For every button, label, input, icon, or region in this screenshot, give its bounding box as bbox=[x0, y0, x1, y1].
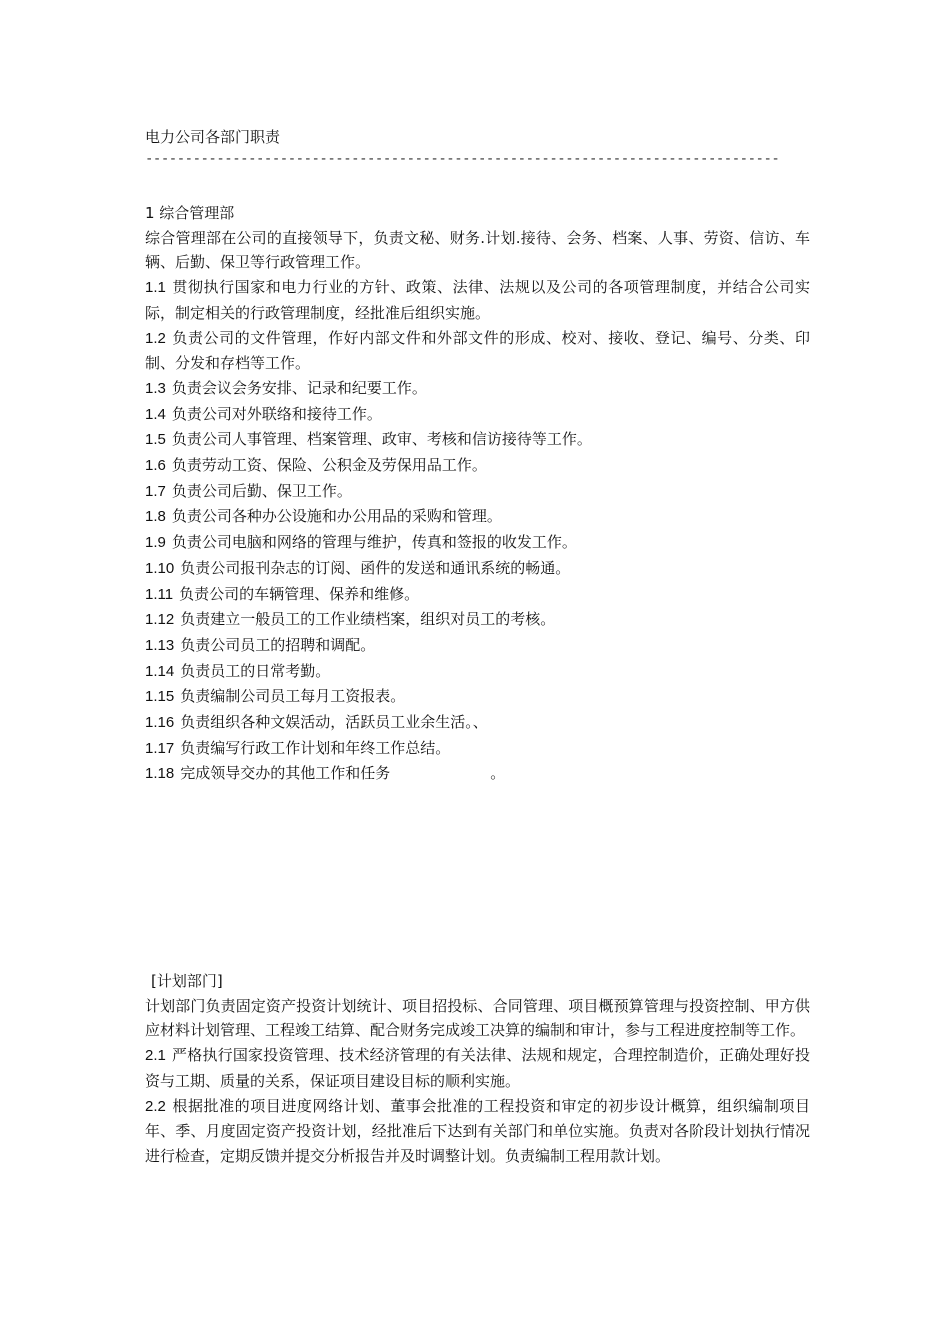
item-text: 根据批准的项目进度网络计划、董事会批准的工程投资和审定的初步设计概算，组织编制项目年、季、月度固定资产投资计划，经批准后下达到有关部门和单位实施。负责对各阶段计划执行情况进行检查，定期反馈并提交分析报告并及时调整计划。负责编制工程用款计划。 bbox=[145, 1096, 810, 1165]
item-text: 负责劳动工资、保险、公积金及劳保用品工作。 bbox=[171, 456, 487, 475]
list-item bbox=[145, 684, 810, 710]
list-item bbox=[145, 582, 810, 608]
item-text: 负责公司的车辆管理、保养和维修。 bbox=[179, 584, 420, 603]
item-text: 负责公司人事管理、档案管理、政审、考核和信访接待等工作。 bbox=[171, 430, 592, 449]
item-number: 1.2 bbox=[145, 329, 166, 347]
list-item bbox=[145, 376, 810, 402]
list-item bbox=[145, 1094, 810, 1169]
item-number: 1.4 bbox=[145, 405, 166, 423]
item-text: 负责公司对外联络和接待工作。 bbox=[171, 404, 382, 423]
item-number: 1.15 bbox=[145, 688, 175, 706]
item-text: 负责公司电脑和网络的管理与维护，传真和签报的收发工作。 bbox=[171, 533, 577, 552]
section-intro: 综合管理部在公司的直接领导下，负责文秘、财务.计划.接待、会务、档案、人事、劳资、信访、车辆、后勤、保卫等行政管理工作。 bbox=[145, 228, 810, 272]
item-number: 1.7 bbox=[145, 482, 166, 500]
item-number: 1.11 bbox=[145, 585, 174, 603]
item-text: 完成领导交办的其他工作和任务 bbox=[180, 764, 391, 783]
section-heading: [计划部门] bbox=[151, 972, 223, 990]
item-number: 1.9 bbox=[145, 534, 166, 552]
item-text: 负责编写行政工作计划和年终工作总结。 bbox=[180, 738, 451, 757]
item-text: 负责组织各种文娱活动，活跃员工业余生活。、 bbox=[180, 713, 488, 732]
title-divider: -------------------------------------------------------------------------------- bbox=[145, 151, 780, 167]
list-item bbox=[145, 453, 810, 479]
section-general-management bbox=[145, 201, 810, 787]
item-number: 1.6 bbox=[145, 457, 166, 475]
list-item bbox=[145, 710, 810, 736]
item-text: 负责建立一般员工的工作业绩档案，组织对员工的考核。 bbox=[180, 610, 556, 629]
item-number: 1.5 bbox=[145, 431, 166, 449]
section-heading: 1 综合管理部 bbox=[145, 204, 235, 222]
list-item bbox=[145, 761, 810, 787]
section-planning bbox=[145, 969, 810, 1169]
list-item bbox=[145, 326, 810, 376]
item-text: 负责公司各种办公设施和办公用品的采购和管理。 bbox=[171, 507, 502, 526]
item-number: 1.3 bbox=[145, 379, 166, 397]
item-number: 1.17 bbox=[145, 739, 175, 757]
list-item bbox=[145, 1043, 810, 1093]
item-number: 1.10 bbox=[145, 559, 175, 577]
item-number: 1.12 bbox=[145, 611, 175, 629]
list-item bbox=[145, 275, 810, 325]
list-item bbox=[145, 633, 810, 659]
item-text: 负责公司的文件管理，作好内部文件和外部文件的形成、校对、接收、登记、编号、分类、印制、分发和存档等工作。 bbox=[145, 328, 810, 373]
item-number: 1.1 bbox=[145, 279, 166, 297]
item-text: 负责编制公司员工每月工资报表。 bbox=[180, 687, 406, 706]
item-number: 1.8 bbox=[145, 508, 166, 526]
item-number: 2.1 bbox=[145, 1047, 166, 1065]
item-tail: 。 bbox=[490, 764, 506, 783]
list-item bbox=[145, 479, 810, 505]
section-intro: 计划部门负责固定资产投资计划统计、项目招投标、合同管理、项目概预算管理与投资控制、甲方供应材料计划管理、工程竣工结算、配合财务完成竣工决算的编制和审计，参与工程进度控制等工作。 bbox=[145, 996, 810, 1040]
item-number: 1.18 bbox=[145, 765, 175, 783]
item-number: 1.13 bbox=[145, 636, 175, 654]
list-item bbox=[145, 427, 810, 453]
document-title: 电力公司各部门职责 bbox=[145, 128, 281, 146]
list-item bbox=[145, 556, 810, 582]
item-text: 负责会议会务安排、记录和纪要工作。 bbox=[171, 378, 427, 397]
list-item bbox=[145, 504, 810, 530]
list-item bbox=[145, 530, 810, 556]
list-item bbox=[145, 736, 810, 762]
list-item bbox=[145, 607, 810, 633]
item-text: 负责公司报刊杂志的订阅、函件的发送和通讯系统的畅通。 bbox=[180, 558, 571, 577]
list-item bbox=[145, 659, 810, 685]
item-number: 1.16 bbox=[145, 714, 175, 732]
item-text: 严格执行国家投资管理、技术经济管理的有关法律、法规和规定，合理控制造价，正确处理好投资与工期、质量的关系，保证项目建设目标的顺利实施。 bbox=[145, 1046, 810, 1090]
list-item bbox=[145, 402, 810, 428]
item-text: 负责公司员工的招聘和调配。 bbox=[180, 635, 376, 654]
item-number: 2.2 bbox=[145, 1097, 166, 1115]
item-text: 贯彻执行国家和电力行业的方针、政策、法律、法规以及公司的各项管理制度，并结合公司实际，制定相关的行政管理制度，经批准后组织实施。 bbox=[145, 278, 810, 322]
item-number: 1.14 bbox=[145, 662, 175, 680]
item-text: 负责员工的日常考勤。 bbox=[180, 661, 331, 680]
item-text: 负责公司后勤、保卫工作。 bbox=[171, 481, 352, 500]
